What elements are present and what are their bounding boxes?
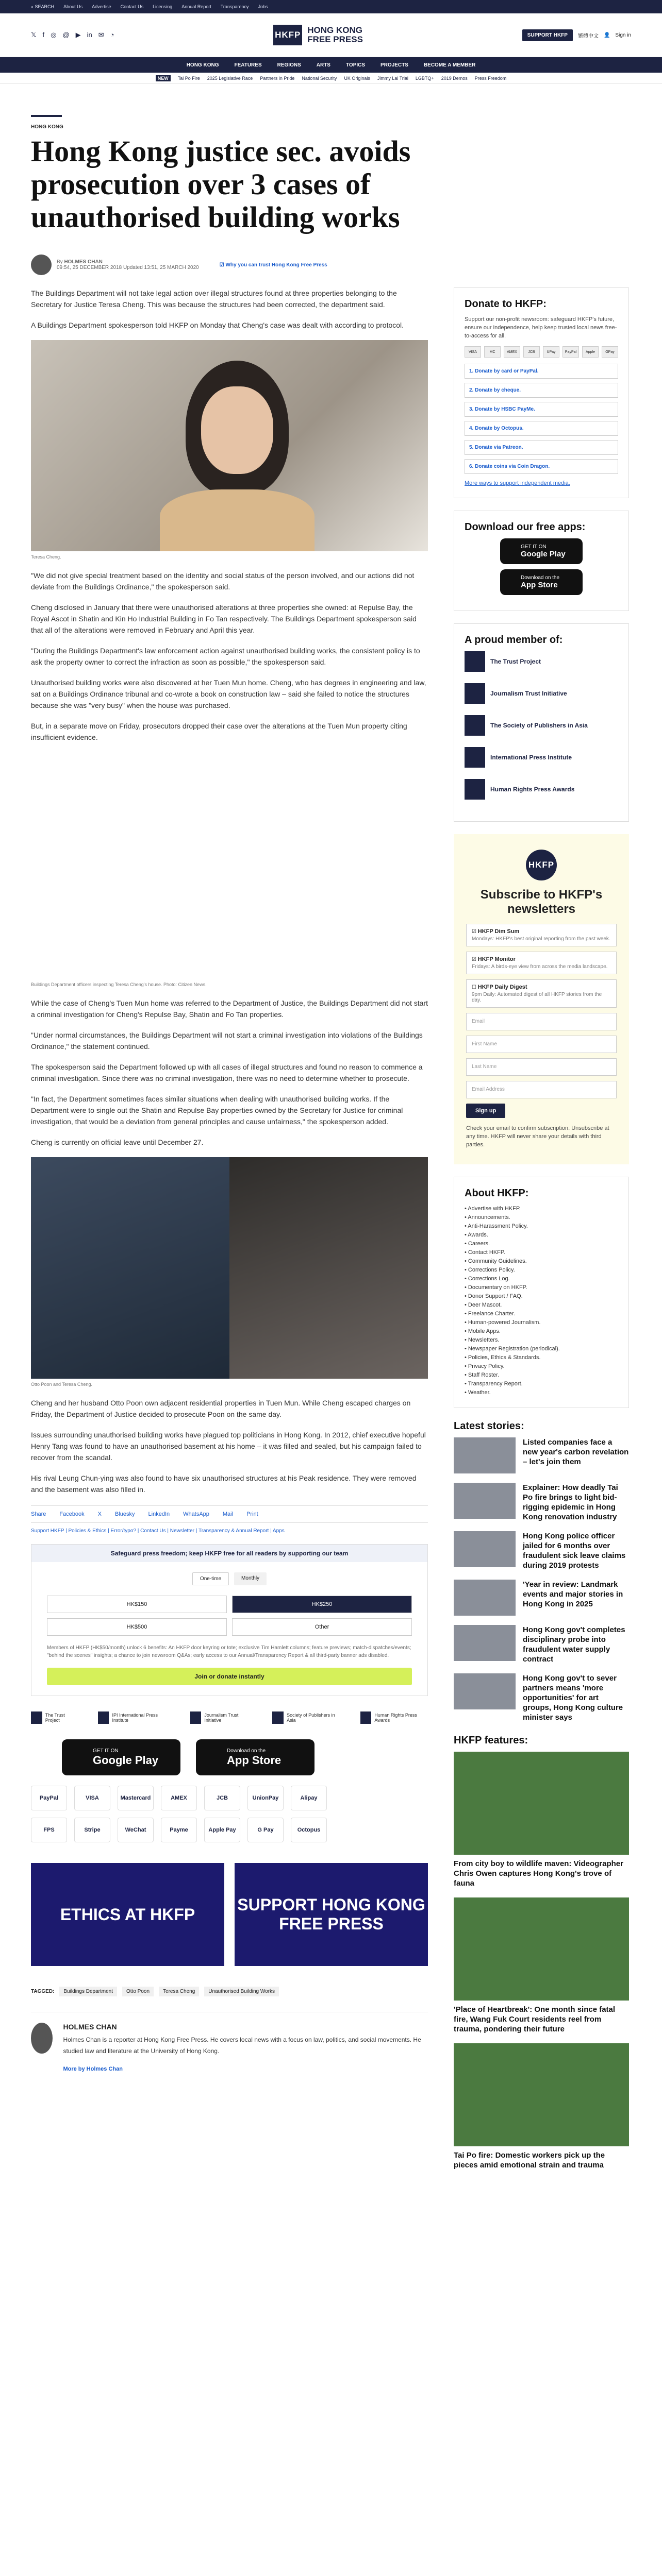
social-icons — [31, 31, 114, 39]
amount-options — [47, 1596, 412, 1636]
member-badge-label: International Press Institute — [490, 754, 572, 761]
nav-topics[interactable]: TOPICS — [345, 62, 366, 68]
share-mail[interactable]: Mail — [222, 1511, 234, 1517]
story-thumbnail — [454, 1483, 516, 1519]
about-link[interactable]: • Documentary on HKFP. — [465, 1284, 527, 1291]
logo-line-2: FREE PRESS — [307, 35, 363, 44]
story-thumbnail — [454, 1437, 516, 1473]
about-link[interactable]: • Donor Support / FAQ. — [465, 1293, 523, 1299]
new-badge: NEW — [156, 75, 171, 81]
feature-title: From city boy to wildlife maven: Videographer Chris Owen captures Hong Kong's trove of fauna — [454, 1859, 623, 1888]
publish-dates: 09:54, 25 DECEMBER 2018 Updated 13:51, 25 MARCH 2020 — [57, 265, 199, 270]
newsletter-name: HKFP Dim Sum — [477, 928, 520, 935]
card-logo: AMEX — [504, 346, 520, 358]
sign-up-button[interactable]: Sign up — [466, 1104, 505, 1118]
about-link[interactable]: • Staff Roster. — [465, 1372, 500, 1378]
features-box — [454, 1735, 629, 2170]
nav-projects[interactable]: PROJECTS — [380, 62, 408, 68]
paragraph: A Buildings Department spokesperson told HKFP on Monday that Cheng's case was dealt with according to protocol. — [31, 321, 404, 329]
payment-method[interactable]: VISA — [74, 1786, 110, 1810]
newsletter-option[interactable]: ☑ HKFP Monitor Fridays: A birds-eye view from across the media landscape. — [466, 952, 617, 974]
latest-story[interactable] — [454, 1531, 629, 1570]
paragraph: "Under normal circumstances, the Buildings Department will not start a criminal investigation into violations of the Buildings Ordinance," the statement continued. — [31, 1031, 423, 1050]
share-x[interactable]: X — [97, 1511, 102, 1517]
card-logo: JCB — [523, 346, 540, 358]
member-badge[interactable] — [465, 683, 618, 704]
freq-one-time[interactable]: One-time — [192, 1572, 229, 1585]
donate-option[interactable] — [465, 440, 618, 455]
linkedin-icon[interactable]: in — [87, 31, 92, 39]
paragraph: The Buildings Department will not take legal action over illegal structures found at three properties belonging to the Secretary for Justice Teresa Cheng. This was because the structures had been corrected, the department said. — [31, 289, 397, 309]
donate-text: Support our non-profit newsroom: safeguard HKFP's future, ensure our independence, help keep trusted local news free-to-access for all. — [465, 316, 617, 339]
apps-sidebar-box — [454, 511, 629, 611]
donate-banner: Safeguard press freedom; keep HKFP free for all readers by supporting our team — [31, 1545, 427, 1562]
byline: By HOLMES CHAN 09:54, 25 DECEMBER 2018 Updated 13:51, 25 MARCH 2020 ☑ Why you can trust Hong Kong Free Press — [31, 255, 631, 275]
paragraph: Cheng is currently on official leave until December 27. — [31, 1138, 204, 1146]
members-title: A proud member of: — [465, 634, 563, 646]
user-icon[interactable]: 👤 — [603, 32, 610, 38]
article-title: Hong Kong justice sec. avoids prosecution over 3 cases of unauthorised building works — [31, 134, 411, 234]
member-badge-label: Journalism Trust Initiative — [490, 690, 567, 697]
app-store-buttons — [62, 1739, 428, 1775]
paragraph: Unauthorised building works were also discovered at her Tuen Mun home. Cheng, who has degrees in engineering and law, sat on a Buildings Ordinance tribunal and co-wrote a book on construction law – said she failed to notice the structures because she was "very busy" when the house was purchased. — [31, 679, 426, 709]
trending-bar — [0, 73, 662, 84]
newsletter-desc: Fridays: A birds-eye view from across the media landscape. — [472, 964, 608, 970]
newsletter-name: HKFP Monitor — [477, 956, 516, 962]
about-link[interactable]: • Transparency Report. — [465, 1381, 523, 1387]
masthead — [0, 13, 662, 57]
facebook-icon[interactable]: f — [42, 31, 45, 39]
app-btn-big: Google Play — [93, 1753, 159, 1767]
author-name[interactable]: HOLMES CHAN — [64, 259, 103, 265]
payment-method[interactable]: JCB — [204, 1786, 240, 1810]
payment-method[interactable]: PayPal — [31, 1786, 67, 1810]
trending-item[interactable]: National Security — [302, 75, 337, 81]
story-title: Hong Kong police officer jailed for 6 months over fraudulent sick leave claims during 2019 protests — [523, 1532, 626, 1570]
about-link[interactable]: • Corrections Policy. — [465, 1267, 515, 1273]
masthead-actions — [522, 29, 631, 41]
trending-item[interactable]: Jimmy Lai Trial — [377, 75, 408, 81]
email-input[interactable]: Email — [466, 1013, 617, 1030]
tag[interactable]: Teresa Cheng — [159, 1987, 199, 1996]
support-banner[interactable]: SUPPORT HONG KONG FREE PRESS — [235, 1863, 428, 1966]
logo-label: Journalism Trust Initiative — [204, 1713, 239, 1723]
paragraph: His rival Leung Chun-ying was also found to have six unauthorised structures at his Peak residence. They were removed and the basement was also filled in. — [31, 1474, 417, 1494]
amount-option[interactable]: HK$500 — [47, 1618, 227, 1636]
about-link[interactable]: • Corrections Log. — [465, 1276, 510, 1282]
features-list — [454, 1752, 629, 2170]
paragraph: Issues surrounding unauthorised building works have plagued top politicians in Hong Kong. In 2012, chief executive hopeful Henry Tang was found to have an unauthorised basement at his home – it was filled and sealed, but his campaign failed to recover from the scandal. — [31, 1431, 426, 1462]
donate-widget — [31, 1544, 428, 1696]
donate-option[interactable] — [465, 421, 618, 436]
section-label[interactable]: HONG KONG — [31, 124, 63, 130]
paragraph: Cheng disclosed in January that there were unauthorised alterations at three properties she owned: at Repulse Bay, the Royal Ascot in Shatin and Kin Ho Industrial Building in Fo Tan respectively. The Buildings Department spokesperson said that all of the alterations were removed in February and April this year. — [31, 603, 417, 634]
content-layout — [0, 287, 662, 2182]
tagged-label: TAGGED: — [31, 1989, 55, 1994]
about-link[interactable]: • Awards. — [465, 1232, 488, 1238]
member-badge[interactable] — [465, 747, 618, 768]
trending-item[interactable]: Tai Po Fire — [177, 75, 200, 81]
story-title: 'Year in review: Landmark events and major stories in Hong Kong in 2025 — [523, 1580, 623, 1608]
logo-wordmark — [307, 26, 363, 44]
join-donate-button[interactable]: Join or donate instantly — [47, 1668, 412, 1685]
youtube-icon[interactable]: ▶ — [75, 31, 81, 39]
about-link[interactable]: • Mobile Apps. — [465, 1328, 501, 1334]
photo-caption: Otto Poon and Teresa Cheng. — [31, 1382, 92, 1387]
card-logo: MC — [484, 346, 501, 358]
app-btn-big: App Store — [227, 1753, 282, 1767]
sidebar — [454, 287, 629, 2182]
story-title: Hong Kong gov't to sever partners means 'more opportunities' for art groups, Hong Kong culture minister says — [523, 1674, 623, 1722]
newsletter-desc: 9pm Daily: Automated digest of all HKFP stories from the day. — [472, 992, 602, 1003]
feature-story[interactable] — [454, 1897, 629, 2034]
feature-thumbnail — [454, 1897, 629, 2001]
search-label: SEARCH — [35, 4, 55, 9]
more-ways-link[interactable]: More ways to support independent media. — [465, 480, 570, 486]
logo-line-1: HONG KONG — [307, 25, 362, 35]
latest-story[interactable] — [454, 1580, 629, 1616]
member-badge[interactable] — [465, 715, 618, 736]
feature-thumbnail — [454, 1752, 629, 1855]
donate-title: Donate to HKFP: — [465, 298, 547, 310]
about-link[interactable]: • Announcements. — [465, 1214, 510, 1221]
promo-banners — [31, 1863, 428, 1966]
video-embed-placeholder[interactable] — [31, 752, 428, 979]
about-link[interactable]: • Deer Mascot. — [465, 1302, 502, 1308]
topbar-advertise[interactable]: Advertise — [92, 4, 111, 9]
card-logo: VISA — [465, 346, 481, 358]
feature-story[interactable] — [454, 1752, 629, 1888]
members-sidebar-box — [454, 623, 629, 822]
logo-hrpa[interactable] — [360, 1711, 428, 1724]
latest-story[interactable] — [454, 1437, 629, 1473]
latest-list — [454, 1437, 629, 1722]
donate-option[interactable] — [465, 383, 618, 398]
google-play-button[interactable] — [62, 1739, 180, 1775]
trust-link[interactable]: ☑ Why you can trust Hong Kong Free Press — [219, 262, 327, 268]
about-link[interactable]: • Anti-Harassment Policy. — [465, 1223, 528, 1229]
threads-icon[interactable]: @ — [62, 31, 70, 39]
latest-title: Latest stories: — [454, 1420, 524, 1432]
member-badge[interactable] — [465, 779, 618, 800]
paragraph: Cheng and her husband Otto Poon own adjacent residential properties in Tuen Mun. While Cheng escaped charges on Friday, the Department of Justice decided to prosecute Poon on the same day. — [31, 1399, 411, 1418]
sidebar-google-play[interactable] — [500, 538, 583, 564]
search-link[interactable]: ⌕ SEARCH — [31, 4, 55, 9]
about-link[interactable]: • Advertise with HKFP. — [465, 1206, 521, 1212]
card-logo: Apple — [582, 346, 599, 358]
paragraph: But, in a separate move on Friday, prosecutors dropped their case over the alterations at the Tuen Mun property citing insufficient evidence. — [31, 722, 407, 741]
share-label: Share — [31, 1511, 46, 1517]
photo-caption: Buildings Department officers inspecting Teresa Cheng's house. Photo: Citizen News. — [31, 982, 207, 987]
logo-jti[interactable] — [190, 1711, 252, 1724]
member-benefits-note: Members of HKFP (HK$50/month) unlock 6 benefits: An HKFP door keyring or tote; exclusive Tim Hamlett columns; feature previews; match-dispatches/events; "behind the scenes" insights; a chance to join newsroom Q&As; early access to our Annual/Transparency Report & all third-party banner ads disabled. — [47, 1645, 411, 1658]
freq-monthly[interactable]: Monthly — [234, 1572, 267, 1585]
latest-story[interactable] — [454, 1625, 629, 1664]
otto-poon-teresa-cheng-photo — [31, 1157, 428, 1379]
top-utility-bar — [0, 0, 662, 13]
topbar-transparency[interactable]: Transparency — [220, 4, 249, 9]
x-icon[interactable]: 𝕏 — [31, 31, 37, 39]
latest-story[interactable] — [454, 1483, 629, 1522]
about-link[interactable]: • Privacy Policy. — [465, 1363, 505, 1369]
feature-title: 'Place of Heartbreak': One month since fatal fire, Wang Fuk Court residents reel from trauma, pondering their future — [454, 2005, 616, 2033]
rss-icon[interactable]: ◔ — [110, 31, 114, 39]
instagram-icon[interactable]: ◎ — [51, 31, 57, 39]
newsletter-signup — [454, 834, 629, 1164]
trending-item[interactable]: Press Freedom — [474, 75, 507, 81]
photo-caption: Teresa Cheng. — [31, 554, 61, 560]
payment-method[interactable]: G Pay — [247, 1818, 284, 1842]
sign-in-link[interactable]: Sign in — [615, 32, 631, 38]
member-badge-label: Human Rights Press Awards — [490, 786, 575, 793]
member-badge-label: The Trust Project — [490, 658, 541, 665]
tag[interactable]: Unauthorised Building Works — [204, 1987, 279, 1996]
author-bio-text: Holmes Chan is a reporter at Hong Kong Free Press. He covers local news with a focus on law, politics, and social movements. He studied law and literature at the University of Hong Kong. — [63, 2036, 421, 2055]
nav-arts[interactable]: ARTS — [316, 62, 330, 68]
main-nav — [0, 57, 662, 73]
teresa-cheng-photo — [31, 340, 428, 551]
feature-story[interactable] — [454, 2043, 629, 2170]
trending-item[interactable]: LGBTQ+ — [415, 75, 434, 81]
topbar-contact[interactable]: Contact Us — [120, 4, 144, 9]
story-thumbnail — [454, 1531, 516, 1567]
app-btn-small: Download on the — [227, 1748, 266, 1754]
trust-link-label: Why you can trust Hong Kong Free Press — [225, 262, 327, 268]
donate-sidebar-box — [454, 287, 629, 498]
support-hkfp-button[interactable]: SUPPORT HKFP — [522, 29, 573, 41]
newsletter-logo: HKFP — [526, 850, 557, 880]
trending-item[interactable]: 2019 Demos — [441, 75, 468, 81]
frequency-toggle — [47, 1572, 412, 1585]
author-bio-name[interactable]: HOLMES CHAN — [63, 2023, 117, 2031]
story-title: Explainer: How deadly Tai Po fire brings to light bid-rigging epidemic in Hong Kong renovation industry — [523, 1483, 618, 1521]
topbar-licensing[interactable]: Licensing — [153, 4, 173, 9]
newsletter-note: Check your email to confirm subscription. Unsubscribe at any time. HKFP will never share your details with third parties. — [466, 1125, 609, 1148]
topbar-jobs[interactable]: Jobs — [258, 4, 268, 9]
sidebar-app-store[interactable] — [500, 569, 583, 595]
paragraph: The spokesperson said the Department followed up with all cases of illegal structures and found no reason to commence a criminal investigation. Since there was no criminal investigation, there was no need to determine whether to prosecute. — [31, 1063, 423, 1082]
feature-title: Tai Po fire: Domestic workers pick up the pieces amid emotional strain and trauma — [454, 2151, 605, 2170]
author-avatar — [31, 255, 52, 275]
author-bio — [31, 2012, 428, 2072]
about-list — [465, 1205, 618, 1397]
site-logo[interactable] — [273, 25, 363, 45]
share-whatsapp[interactable]: WhatsApp — [183, 1511, 209, 1517]
article-header — [0, 115, 662, 275]
about-link[interactable]: • Community Guidelines. — [465, 1258, 527, 1264]
ethics-banner[interactable]: ETHICS AT HKFP — [31, 1863, 224, 1966]
story-thumbnail — [454, 1580, 516, 1616]
share-linkedin[interactable]: LinkedIn — [148, 1511, 170, 1517]
donate-option-label: 3. Donate by HSBC PayMe. — [469, 406, 535, 412]
card-logo: UPay — [543, 346, 559, 358]
share-bar — [31, 1505, 428, 1523]
mail-icon[interactable]: ✉ — [98, 31, 104, 39]
payment-method[interactable]: Mastercard — [118, 1786, 154, 1810]
trending-item[interactable]: Partners in Pride — [260, 75, 295, 81]
share-bluesky[interactable]: Bluesky — [115, 1511, 135, 1517]
nav-features[interactable]: FEATURES — [234, 62, 262, 68]
app-btn-small: GET IT ON — [93, 1748, 119, 1754]
features-title: HKFP features: — [454, 1735, 528, 1746]
about-link[interactable]: • Policies, Ethics & Standards. — [465, 1354, 541, 1361]
logo-label: Human Rights Press Awards — [374, 1713, 417, 1723]
newsletter-desc: Mondays: HKFP's best original reporting from the past week. — [472, 936, 610, 942]
card-logo: PayPal — [562, 346, 579, 358]
payment-methods — [31, 1786, 428, 1842]
donate-option-label: 6. Donate coins via Coin Dragon. — [469, 464, 550, 469]
payment-method[interactable]: Apple Pay — [204, 1818, 240, 1842]
logo-sopa[interactable] — [272, 1711, 339, 1724]
donate-option-label: 1. Donate by card or PayPal. — [469, 368, 539, 374]
payment-method[interactable]: WeChat — [118, 1818, 154, 1842]
latest-stories — [454, 1420, 629, 1722]
payment-method[interactable]: UnionPay — [247, 1786, 284, 1810]
support-links[interactable]: Support HKFP | Policies & Ethics | Error/typo? | Contact Us | Newsletter | Transparency & Annual Report | Apps — [31, 1528, 285, 1534]
paragraph: "In fact, the Department sometimes faces similar situations when dealing with unauthorised building works. If the Department were to single out the Shatin and Repulse Bay properties owned by the Secretary for Justice for criminal investigation, that would be a deviation from general principles and cause unfairness," the spokesperson added. — [31, 1095, 403, 1126]
logo-label: The Trust Project — [45, 1713, 65, 1723]
app-btn-small: Download on the — [521, 575, 560, 581]
topbar-annual-report[interactable]: Annual Report — [181, 4, 211, 9]
nav-hong-kong[interactable]: HONG KONG — [186, 62, 219, 68]
trending-item[interactable]: UK Originals — [344, 75, 370, 81]
app-btn-big: Google Play — [521, 550, 566, 558]
about-link[interactable]: • Newspaper Registration (periodical). — [465, 1346, 560, 1352]
trending-item[interactable]: 2025 Legislative Race — [207, 75, 253, 81]
about-link[interactable]: • Weather. — [465, 1389, 491, 1396]
member-badge-label: The Society of Publishers in Asia — [490, 722, 588, 729]
about-link[interactable]: • Freelance Charter. — [465, 1311, 516, 1317]
logo-label: IPI International Press Institute — [112, 1713, 158, 1723]
app-store-button[interactable] — [196, 1739, 315, 1775]
apps-title: Download our free apps: — [465, 521, 586, 533]
donate-option[interactable] — [465, 459, 618, 474]
topbar-about[interactable]: About Us — [63, 4, 83, 9]
logo-label: Society of Publishers in Asia — [287, 1713, 335, 1723]
payment-method[interactable]: Payme — [161, 1818, 197, 1842]
newsletter-title: Subscribe to HKFP's newsletters — [480, 888, 603, 916]
donate-option-label: 2. Donate by cheque. — [469, 387, 521, 393]
about-link[interactable]: • Newsletters. — [465, 1337, 500, 1343]
last-name-input[interactable]: Last Name — [466, 1058, 617, 1076]
share-print[interactable]: Print — [246, 1511, 258, 1517]
about-link[interactable]: • Contact HKFP. — [465, 1249, 505, 1256]
logo-mark: HKFP — [273, 25, 302, 45]
story-thumbnail — [454, 1625, 516, 1661]
tag[interactable]: Otto Poon — [122, 1987, 154, 1996]
amount-option[interactable]: Other — [232, 1618, 412, 1636]
about-sidebar-box — [454, 1177, 629, 1408]
paragraph: While the case of Cheng's Tuen Mun home was referred to the Department of Justice, the Buildings Department did not start a criminal investigation for Cheng's Repulse Bay, Shatin and Fo Tan properties. — [31, 999, 428, 1019]
payment-method[interactable]: AMEX — [161, 1786, 197, 1810]
logo-trust-project[interactable] — [31, 1711, 77, 1724]
newsletter-option[interactable]: ☑ HKFP Dim Sum Mondays: HKFP's best original reporting from the past week. — [466, 924, 617, 946]
member-badge[interactable] — [465, 651, 618, 672]
share-facebook[interactable]: Facebook — [59, 1511, 85, 1517]
article-body — [31, 287, 428, 2182]
amount-option[interactable]: HK$250 — [232, 1596, 412, 1613]
amount-option[interactable]: HK$150 — [47, 1596, 227, 1613]
donate-option[interactable] — [465, 402, 618, 417]
app-btn-big: App Store — [521, 581, 558, 589]
tag[interactable]: Buildings Department — [59, 1987, 117, 1996]
tags-row — [31, 1987, 428, 1996]
logo-ipi[interactable] — [98, 1711, 170, 1724]
member-logos-row — [31, 1711, 428, 1724]
story-title: Hong Kong gov't completes disciplinary probe into fraudulent water supply contract — [523, 1625, 625, 1664]
about-link[interactable]: • Careers. — [465, 1241, 490, 1247]
latest-story[interactable] — [454, 1673, 629, 1722]
newsletter-name: HKFP Daily Digest — [477, 984, 527, 990]
payment-method[interactable]: Octopus — [291, 1818, 327, 1842]
nav-become-member[interactable]: BECOME A MEMBER — [423, 62, 476, 68]
about-title: About HKFP: — [465, 1188, 529, 1199]
first-name-input[interactable]: First Name — [466, 1036, 617, 1053]
paragraph: "We did not give special treatment based on the identity and social status of the person involved, and our actions did not deviate from the Buildings Ordinance," the spokesperson said. — [31, 571, 415, 591]
donate-option-label: 4. Donate by Octopus. — [469, 426, 524, 431]
card-logos — [465, 346, 618, 358]
newsletter-option[interactable]: ☐ HKFP Daily Digest 9pm Daily: Automated digest of all HKFP stories from the day. — [466, 979, 617, 1008]
author-bio-avatar — [31, 2023, 53, 2054]
card-logo: GPay — [602, 346, 618, 358]
story-title: Listed companies face a new year's carbon revelation – let's join them — [523, 1438, 629, 1466]
story-thumbnail — [454, 1673, 516, 1709]
header-rule — [31, 115, 62, 117]
app-btn-small: GET IT ON — [521, 544, 547, 550]
language-link[interactable]: 繁體中文 — [577, 33, 599, 39]
payment-method[interactable]: Alipay — [291, 1786, 327, 1810]
email-address-input[interactable]: Email Address — [466, 1081, 617, 1098]
more-by-author-link[interactable]: More by Holmes Chan — [63, 2066, 123, 2072]
nav-regions[interactable]: REGIONS — [277, 62, 301, 68]
feature-thumbnail — [454, 2043, 629, 2146]
donate-option-label: 5. Donate via Patreon. — [469, 445, 523, 450]
payment-method[interactable]: Stripe — [74, 1818, 110, 1842]
donate-option[interactable] — [465, 364, 618, 379]
payment-method[interactable]: FPS — [31, 1818, 67, 1842]
about-link[interactable]: • Human-powered Journalism. — [465, 1319, 541, 1326]
paragraph: "During the Buildings Department's law enforcement action against unauthorised building works, the consistent policy is to ask the property owner to correct the infraction as soon as possible," the spokesperson said. — [31, 647, 420, 666]
